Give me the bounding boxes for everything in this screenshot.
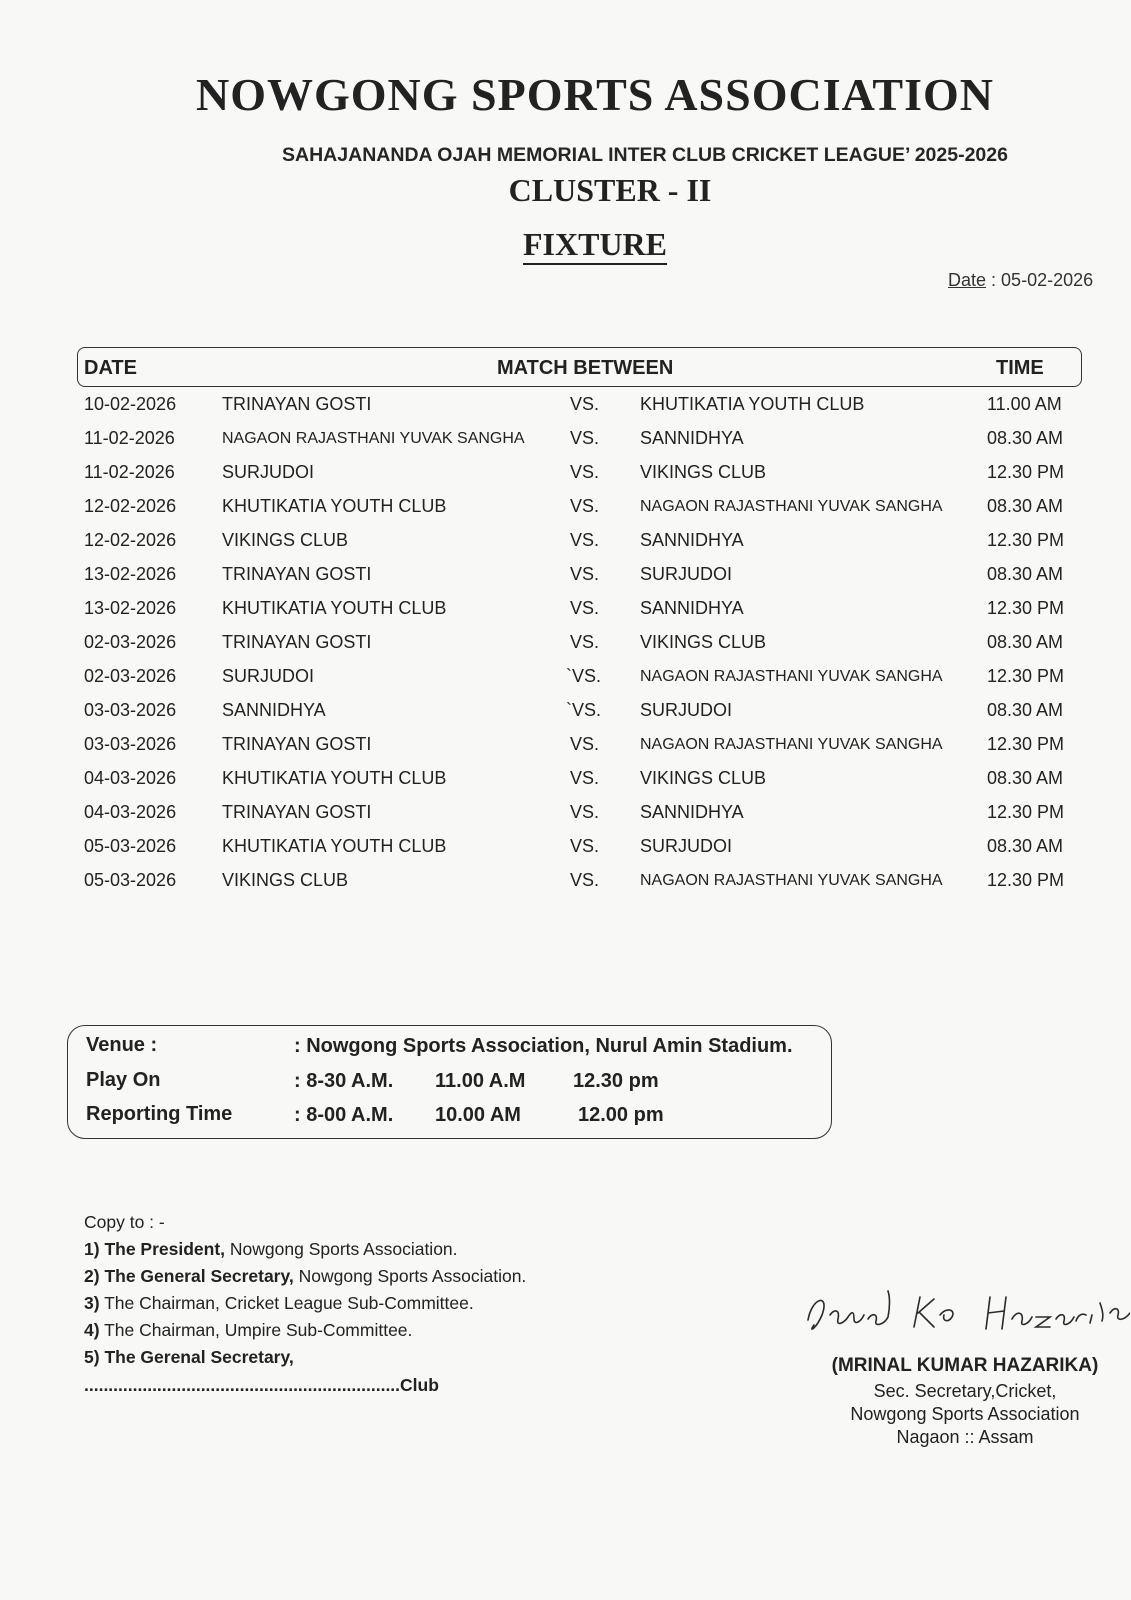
table-row [0,700,1131,734]
fixture-heading [0,226,1131,263]
club-line: .................................................................Club [84,1375,439,1395]
row-time: 12.30 PM [987,530,1065,550]
reporting-time-1: : 8-00 A.M. [294,1104,394,1126]
table-row [0,394,1131,428]
row-date: 03-03-2026 [84,734,177,754]
date-value: 05-02-2026 [1001,270,1094,290]
row-team2: SANNIDHYA [640,598,744,618]
row-date: 11-02-2026 [84,428,175,448]
item-bold: The Gerenal Secretary, [104,1347,294,1367]
row-team1: SURJUDOI [222,462,315,482]
row-team1: TRINAYAN GOSTI [222,564,372,584]
row-vs: VS. [570,632,600,652]
table-row [0,802,1131,836]
row-date: 13-02-2026 [84,598,177,618]
handwritten-signature [800,1285,1130,1350]
reporting-time-2: 10.00 AM [435,1104,521,1126]
row-team1: SANNIDHYA [222,700,326,720]
table-row [0,530,1131,564]
venue-label: Venue : [86,1034,158,1056]
row-team2: VIKINGS CLUB [640,768,767,788]
reporting-time-label: Reporting Time [86,1103,233,1125]
row-team2: VIKINGS CLUB [640,632,767,652]
row-team1: KHUTIKATIA YOUTH CLUB [222,496,447,516]
item-number: 2) [84,1266,100,1286]
signatory-name: (MRINAL KUMAR HAZARIKA) [831,1355,1099,1376]
row-team1: KHUTIKATIA YOUTH CLUB [222,768,447,788]
table-row [0,564,1131,598]
row-team2: NAGAON RAJASTHANI YUVAK SANGHA [640,872,943,889]
row-vs: `VS. [566,700,602,720]
row-vs: VS. [570,530,600,550]
play-on-time-1: : 8-30 A.M. [294,1070,394,1092]
row-vs: VS. [570,734,600,754]
signatory-designation: Sec. Secretary,Cricket, [873,1381,1057,1401]
copy-to-item [84,1239,458,1260]
row-team1: KHUTIKATIA YOUTH CLUB [222,598,447,618]
table-row [0,836,1131,870]
row-team1: TRINAYAN GOSTI [222,632,372,652]
row-time: 12.30 PM [987,870,1065,890]
row-team2: SURJUDOI [640,564,733,584]
venue-value: : Nowgong Sports Association, Nurul Amin Stadium. [294,1035,793,1057]
row-vs: VS. [570,802,600,822]
item-text: The Chairman, Umpire Sub-Committee. [99,1320,413,1340]
row-vs: VS. [570,870,600,890]
column-header-date: DATE [84,357,137,379]
copy-to-item [84,1293,474,1314]
row-vs: VS. [570,768,600,788]
table-row [0,496,1131,530]
row-vs: VS. [570,462,600,482]
row-team2: SURJUDOI [640,836,733,856]
row-vs: VS. [570,394,600,414]
row-time: 08.30 AM [987,768,1064,788]
row-date: 12-02-2026 [84,496,177,516]
row-vs: VS. [570,836,600,856]
item-text: Nowgong Sports Association. [293,1266,527,1286]
row-team2: SURJUDOI [640,700,733,720]
document-date [948,270,1093,291]
table-row [0,462,1131,496]
play-on-time-2: 11.00 A.M [435,1070,526,1092]
row-team1: KHUTIKATIA YOUTH CLUB [222,836,447,856]
copy-to-item [84,1347,294,1368]
row-date: 03-03-2026 [84,700,177,720]
row-team1: NAGAON RAJASTHANI YUVAK SANGHA [222,430,525,447]
row-team1: TRINAYAN GOSTI [222,394,372,414]
item-text: The Chairman, Cricket League Sub-Committee. [99,1293,474,1313]
row-team1: TRINAYAN GOSTI [222,734,372,754]
row-time: 08.30 AM [987,700,1064,720]
row-time: 12.30 PM [987,666,1065,686]
row-team1: TRINAYAN GOSTI [222,802,372,822]
row-time: 08.30 AM [987,428,1064,448]
row-date: 04-03-2026 [84,802,177,822]
row-date: 12-02-2026 [84,530,177,550]
table-row [0,598,1131,632]
row-team2: NAGAON RAJASTHANI YUVAK SANGHA [640,498,943,515]
item-bold: The General Secretary, [104,1266,294,1286]
row-date: 11-02-2026 [84,462,175,482]
row-time: 08.30 AM [987,564,1064,584]
row-team2: NAGAON RAJASTHANI YUVAK SANGHA [640,668,943,685]
row-team1: VIKINGS CLUB [222,870,349,890]
row-vs: VS. [570,598,600,618]
row-date: 13-02-2026 [84,564,177,584]
row-vs: VS. [570,496,600,516]
row-time: 08.30 AM [987,496,1064,516]
row-team2: KHUTIKATIA YOUTH CLUB [640,394,865,414]
row-vs: VS. [570,428,600,448]
row-date: 02-03-2026 [84,666,177,686]
row-date: 05-03-2026 [84,836,177,856]
item-number: 1) [84,1239,100,1259]
row-time: 11.00 AM [987,394,1062,414]
column-header-time: TIME [996,357,1044,379]
date-label: Date [948,270,987,290]
row-team2: SANNIDHYA [640,802,744,822]
copy-to-heading: Copy to : - [84,1212,165,1232]
play-on-label: Play On [86,1069,161,1091]
row-team2: VIKINGS CLUB [640,462,767,482]
row-time: 08.30 AM [987,632,1064,652]
item-text: Nowgong Sports Association. [225,1239,458,1259]
row-team1: VIKINGS CLUB [222,530,349,550]
row-team2: SANNIDHYA [640,530,744,550]
table-row [0,734,1131,768]
row-time: 12.30 PM [987,734,1065,754]
row-time: 12.30 PM [987,462,1065,482]
row-date: 10-02-2026 [84,394,177,414]
table-row [0,870,1131,904]
reporting-time-3: 12.00 pm [578,1104,664,1126]
date-separator: : [986,270,1002,290]
row-date: 04-03-2026 [84,768,177,788]
item-number: 4) [84,1320,100,1340]
row-time: 12.30 PM [987,598,1065,618]
row-date: 02-03-2026 [84,632,177,652]
row-date: 05-03-2026 [84,870,177,890]
row-vs: VS. [570,564,600,584]
row-team2: NAGAON RAJASTHANI YUVAK SANGHA [640,736,943,753]
play-on-time-3: 12.30 pm [573,1070,659,1092]
row-time: 08.30 AM [987,836,1064,856]
item-number: 3) [84,1293,100,1313]
row-team2: SANNIDHYA [640,428,744,448]
column-header-match: MATCH BETWEEN [497,357,674,379]
row-team1: SURJUDOI [222,666,315,686]
copy-to-item [84,1266,526,1287]
row-vs: `VS. [566,666,602,686]
table-row [0,428,1131,462]
table-row [0,768,1131,802]
signatory-organization: Nowgong Sports Association [850,1404,1080,1424]
row-time: 12.30 PM [987,802,1065,822]
copy-to-item [84,1320,412,1341]
table-row [0,632,1131,666]
league-title: SAHAJANANDA OJAH MEMORIAL INTER CLUB CRICKET LEAGUE’ 2025-2026 [282,144,1008,166]
fixture-heading-text: FIXTURE [523,226,667,265]
organization-title: NOWGONG SPORTS ASSOCIATION [195,69,995,120]
signatory-location: Nagaon :: Assam [896,1427,1034,1447]
item-bold: The President, [104,1239,226,1259]
item-number: 5) [84,1347,100,1367]
table-row [0,666,1131,700]
cluster-title: CLUSTER - II [508,172,712,208]
